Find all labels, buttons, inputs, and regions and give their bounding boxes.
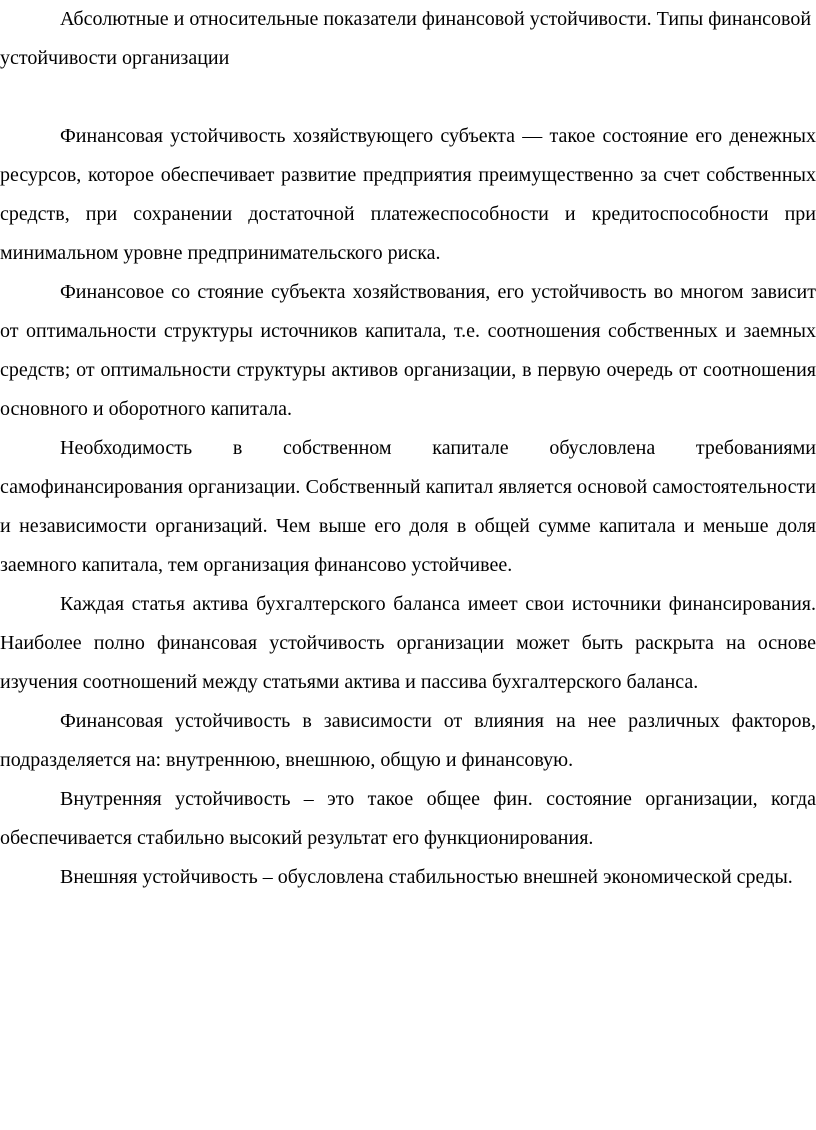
document-body [0,117,816,897]
paragraph-financial-stability-definition: Финансовая устойчивость хозяйствующего субъекта — такое состояние его денежных ресурсов, которое обеспечивает развитие предприятия преимущественно за счет собственных средств, при сохранении достаточной платежеспособности и кредитоспособности при минимальном уровне предпринимательского риска. [0,125,816,264]
paragraph-internal-stability: Внутренняя устойчивость – это такое общее фин. состояние организации, когда обеспечивается стабильно высокий результат его функционирования. [0,788,816,849]
paragraph-own-capital: Необходимость в собственном капитале обусловлена требованиями самофинансирования организации. Собственный капитал является основой самостоятельности и независимости организаций. Чем выше его доля в общей сумме капитала и меньше доля заемного капитала, тем организация финансово устойчивее. [0,437,816,576]
paragraph-stability-types: Финансовая устойчивость в зависимости от влияния на нее различных факторов, подразделяется на: внутреннюю, внешнюю, общую и финансовую. [0,710,816,771]
paragraph-balance-sheet: Каждая статья актива бухгалтерского баланса имеет свои источники финансирования. Наиболее полно финансовая устойчивость организации может быть раскрыта на основе изучения соотношений между статьями актива и пассива бухгалтерского баланса. [0,593,816,693]
paragraph-capital-structure: Финансовое со стояние субъекта хозяйствования, его устойчивость во многом зависит от оптимальности структуры источников капитала, т.е. соотношения собственных и заемных средств; от оптимальности структуры активов организации, в первую очередь от соотношения основного и оборотного капитала. [0,281,816,420]
paragraph-external-stability: Внешняя устойчивость – обусловлена стабильностью внешней экономической среды. [60,866,793,888]
document-title: Абсолютные и относительные показатели финансовой устойчивости. Типы финансовой устойчивости организации [0,8,812,69]
